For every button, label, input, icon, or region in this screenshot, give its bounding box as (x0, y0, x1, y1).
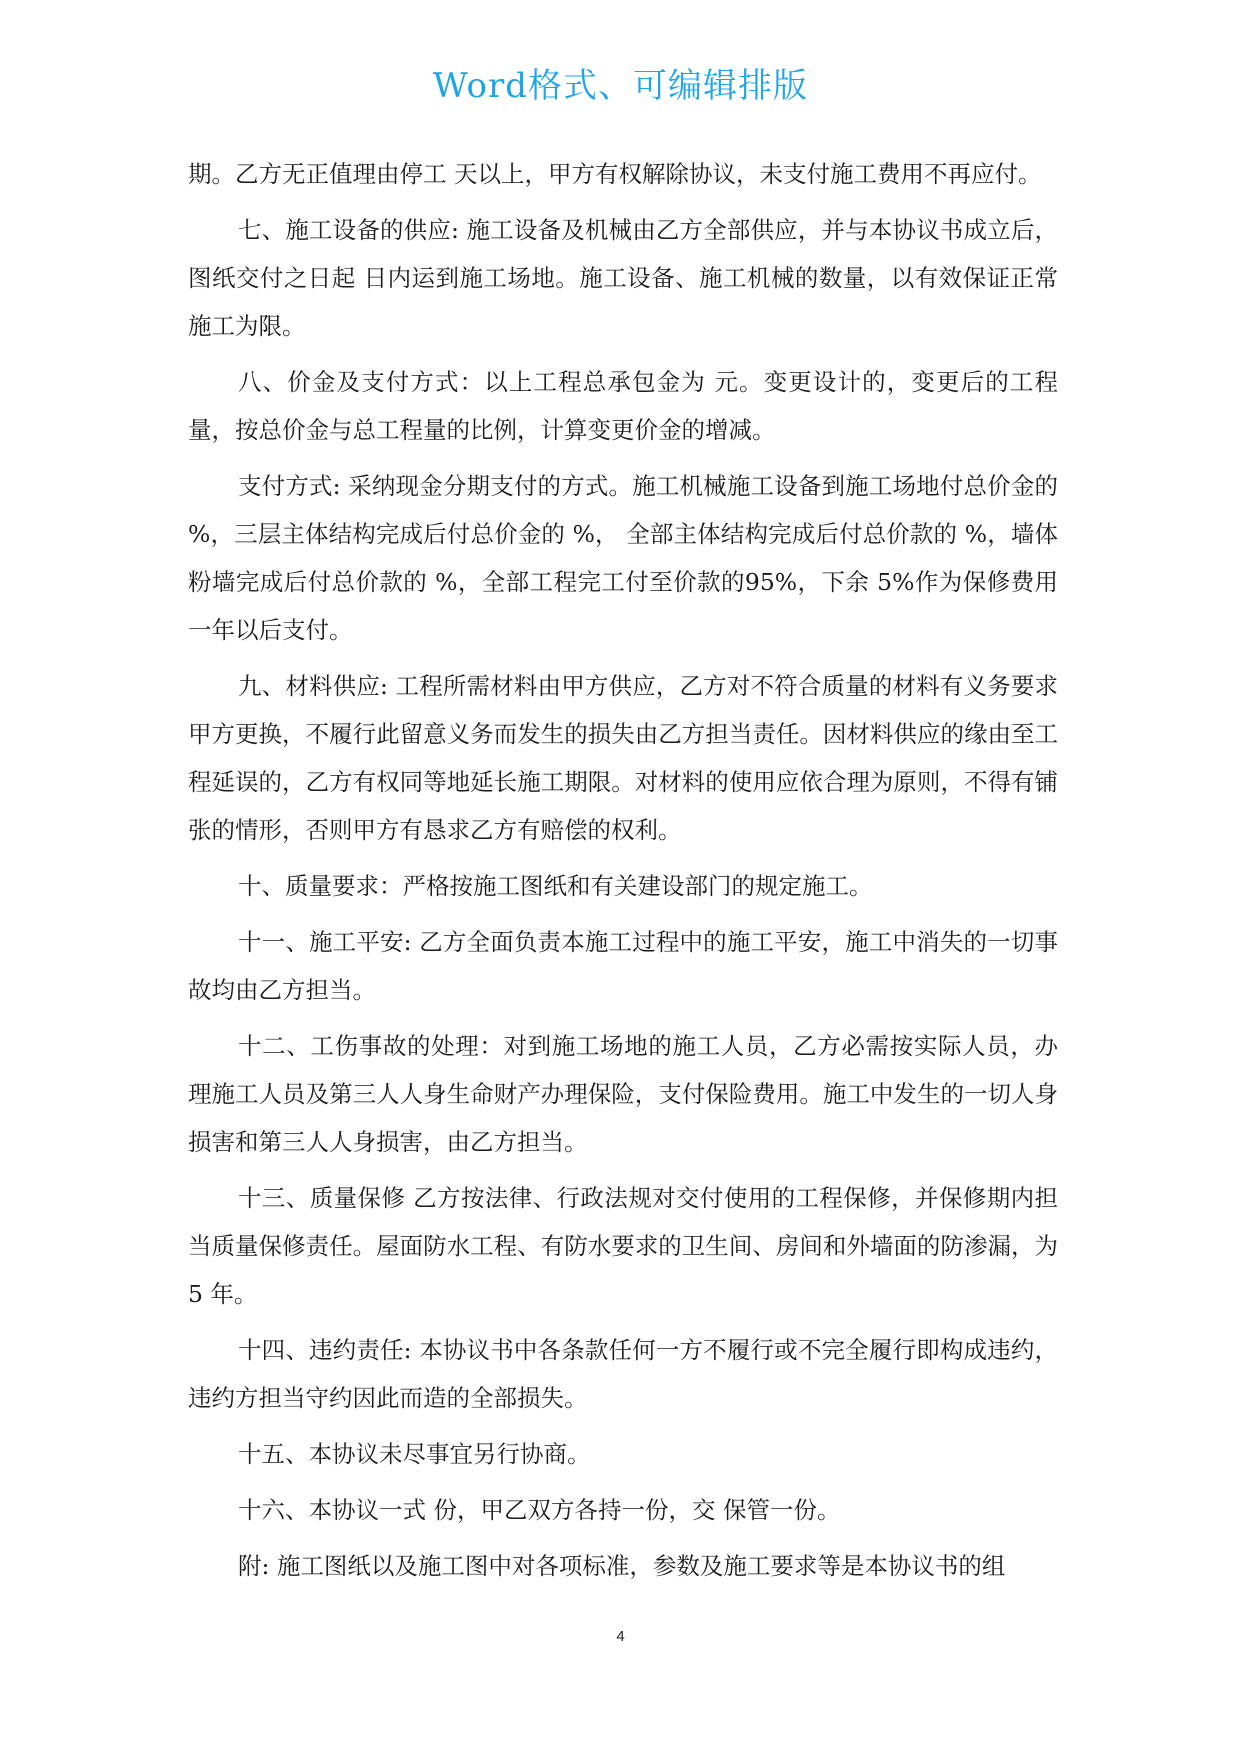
paragraph-clause-16: 十六、本协议一式 份，甲乙双方各持一份，交 保管一份。 (238, 1496, 841, 1524)
paragraph-clause-8: 八、价金及支付方式：以上工程总承包金为 元。变更设计的，变更后的工程量，按总价金与总工程量的比例，计算变更价金的增减。 (188, 368, 1058, 444)
paragraph-clause-10: 十、质量要求：严格按施工图纸和有关建设部门的规定施工。 (238, 872, 873, 900)
paragraph-appendix: 附: 施工图纸以及施工图中对各项标准，参数及施工要求等是本协议书的组 (238, 1552, 1006, 1580)
paragraph-clause-15: 十五、本协议未尽事宜另行协商。 (238, 1440, 591, 1468)
document-body (188, 150, 1058, 1598)
paragraph-payment-method: 支付方式: 采纳现金分期支付的方式。施工机械施工设备到施工场地付总价金的 %，三层主体结构完成后付总价金的 %， 全部主体结构完成后付总价款的 %，墙体粉墙完成后付总价款的 %，全部工程完工付至价款的95%，下余 5%作为保修费用一年以后支付。 (188, 472, 1058, 644)
paragraph-clause-14: 十四、违约责任: 本协议书中各条款任何一方不履行或不完全履行即构成违约，违约方担当守约因此而造的全部损失。 (188, 1336, 1058, 1412)
paragraph-clause-13: 十三、质量保修 乙方按法律、行政法规对交付使用的工程保修，并保修期内担当质量保修责任。屋面防水工程、有防水要求的卫生间、房间和外墙面的防渗漏，为 5 年。 (188, 1184, 1058, 1308)
page-header-title: Word格式、可编辑排版 (432, 66, 809, 106)
paragraph-clause-12: 十二、工伤事故的处理：对到施工场地的施工人员，乙方必需按实际人员，办理施工人员及第三人人身生命财产办理保险，支付保险费用。施工中发生的一切人身损害和第三人人身损害，由乙方担当。 (188, 1032, 1058, 1156)
paragraph-clause-7: 七、施工设备的供应: 施工设备及机械由乙方全部供应，并与本协议书成立后，图纸交付之日起 日内运到施工场地。施工设备、施工机械的数量，以有效保证正常施工为限。 (188, 216, 1058, 340)
paragraph-clause-9: 九、材料供应: 工程所需材料由甲方供应，乙方对不符合质量的材料有义务要求甲方更换，不履行此留意义务而发生的损失由乙方担当责任。因材料供应的缘由至工程延误的，乙方有权同等地延长施工期限。对材料的使用应依合理为原则，不得有铺张的情形，否则甲方有恳求乙方有赔偿的权利。 (188, 672, 1058, 844)
page-number: 4 (616, 1628, 625, 1645)
paragraph-continuation: 期。乙方无正值理由停工 天以上，甲方有权解除协议，未支付施工费用不再应付。 (188, 160, 1042, 188)
paragraph-clause-11: 十一、施工平安: 乙方全面负责本施工过程中的施工平安，施工中消失的一切事故均由乙方担当。 (188, 928, 1058, 1004)
